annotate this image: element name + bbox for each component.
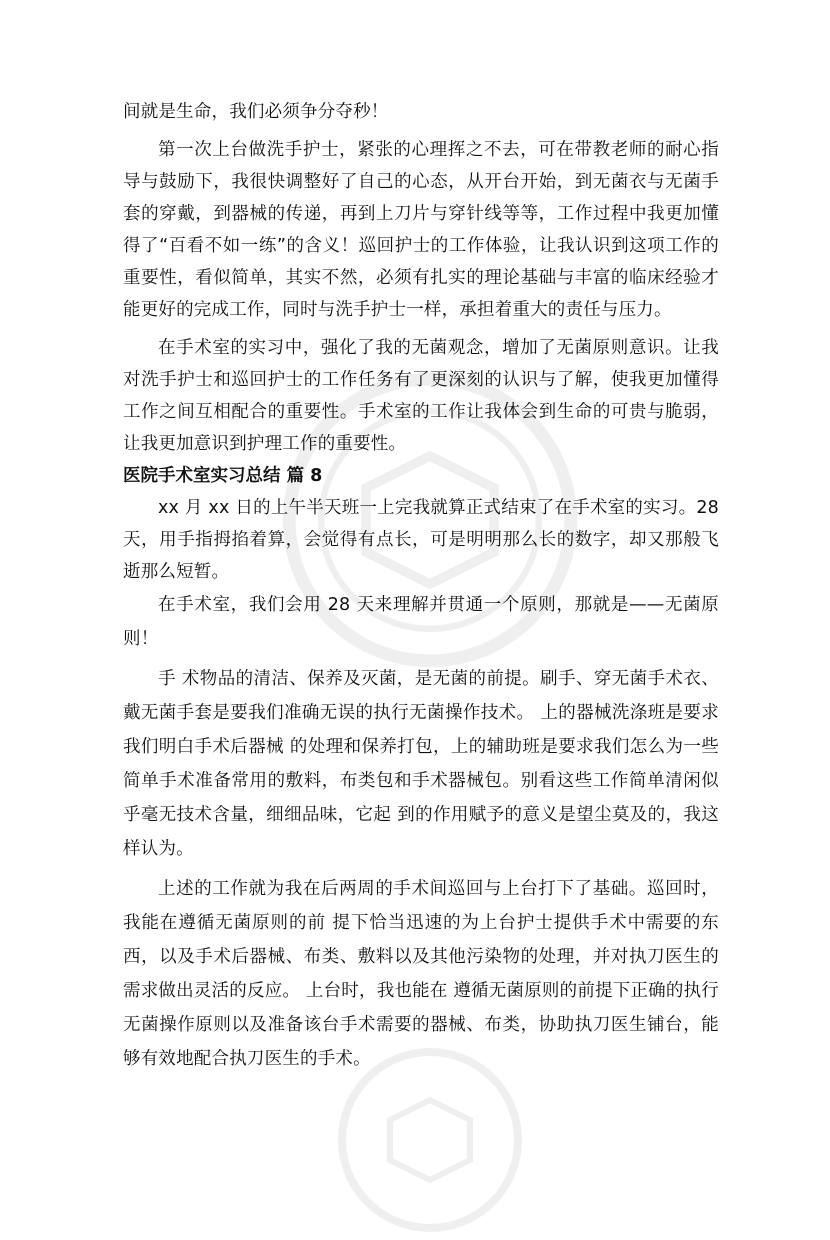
document-page bbox=[123, 96, 719, 1076]
paragraph-4: xx 月 xx 日的上午半天班一上完我就算正式结束了在手术室的实习。28 天，用手指拇掐着算，会觉得有点长，可是明明那么长的数字，却又那般飞逝那么短暂。 bbox=[123, 498, 719, 582]
paragraph-7: 上述的工作就为我在后两周的手术间巡回与上台打下了基础。巡回时，我能在遵循无菌原则的前 提下恰当迅速的为上台护士提供手术中需要的东西，以及手术后器械、布类、敷料以及其他污染物的处理，并对执刀医生的需求做出灵活的反应。 上台时，我也能在 遵循无菌原则的前提下正确的执行无菌操作原则以及准备该台手术需要的器械、布类，协助执刀医生铺台，能够有效地配合执刀医生的手术。 bbox=[123, 879, 719, 1069]
paragraph-5: 在手术室，我们会用 28 天来理解并贯通一个原则，那就是——无菌原则！ bbox=[123, 595, 719, 649]
section-heading: 医院手术室实习总结 篇 8 bbox=[123, 466, 323, 486]
paragraph-2: 第一次上台做洗手护士，紧张的心理挥之不去，可在带教老师的耐心指导与鼓励下，我很快调整好了自己的心态，从开台开始，到无菌衣与无菌手套的穿戴，到器械的传递，再到上刀片与穿针线等等，工作过程中我更加懂得了“百看不如一练”的含义！巡回护士的工作体验，让我认识到这项工作的重要性，看似简单，其实不然，必须有扎实的理论基础与丰富的临床经验才能更好的完成工作，同时与洗手护士一样，承担着重大的责任与压力。 bbox=[123, 140, 719, 320]
paragraph-1: 间就是生命，我们必须争分夺秒！ bbox=[123, 102, 389, 122]
paragraph-3: 在手术室的实习中，强化了我的无菌观念，增加了无菌原则意识。让我对洗手护士和巡回护士的工作任务有了更深刻的认识与了解，使我更加懂得工作之间互相配合的重要性。手术室的工作让我体会到生命的可贵与脆弱，让我更加意识到护理工作的重要性。 bbox=[123, 338, 719, 454]
paragraph-6: 手 术物品的清洁、保养及灭菌，是无菌的前提。刷手、穿无菌手术衣、戴无菌手套是要我们准确无误的执行无菌操作技术。 上的器械洗涤班是要求我们明白手术后器械 的处理和保养打包，上的辅助班是要求我们怎么为一些简单手术准备常用的敷料，布类包和手术器械包。别看这些工作简单清闲似乎毫无技术含量，细细品味，它起 到的作用赋予的意义是望尘莫及的，我这样认为。 bbox=[123, 669, 719, 859]
